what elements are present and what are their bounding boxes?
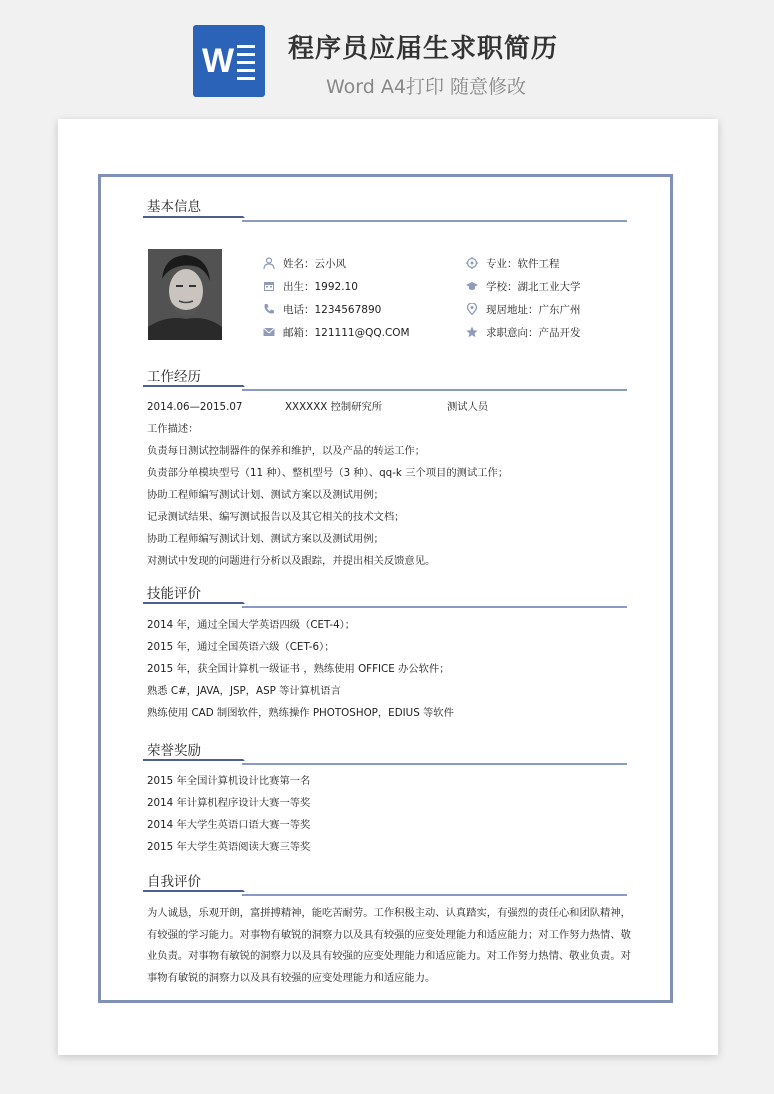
skill-item: 熟练使用 CAD 制图软件，熟练操作 PHOTOSHOP，EDIUS 等软件 — [147, 707, 454, 719]
skill-item: 2014 年，通过全国大学英语四级（CET-4）； — [147, 619, 356, 631]
section-title-basic: 基本信息 — [147, 199, 201, 215]
info-major: 专业：软件工程 — [466, 256, 560, 272]
word-icon — [193, 25, 265, 97]
self-eval-line: 事物有敏锐的洞察力以及具有较强的应变处理能力和适应能力。 — [147, 971, 436, 984]
banner-title: 程序员应届生求职简历 — [288, 34, 559, 64]
skill-item: 熟悉 C#，JAVA，JSP，ASP 等计算机语言 — [147, 685, 341, 697]
work-period: 2014.06—2015.07 — [147, 401, 243, 413]
work-line: 记录测试结果、编写测试报告以及其它相关的技术文档； — [147, 511, 405, 523]
section-divider — [143, 759, 627, 769]
info-name: 姓名：云小风 — [263, 256, 346, 272]
work-company: XXXXXX 控制研究所 — [285, 401, 383, 413]
target-icon — [466, 257, 478, 269]
section-divider — [143, 602, 627, 612]
info-school: 学校：湖北工业大学 — [466, 279, 581, 295]
skill-item: 2015 年，通过全国英语六级（CET-6）； — [147, 641, 335, 653]
section-divider — [143, 216, 627, 226]
section-title-work: 工作经历 — [147, 369, 201, 385]
location-pin-icon — [466, 303, 478, 315]
info-birth: 出生：1992.10 — [263, 279, 358, 295]
work-role: 测试人员 — [447, 401, 489, 413]
honor-item: 2014 年计算机程序设计大赛一等奖 — [147, 797, 311, 809]
work-line: 协助工程师编写测试计划、测试方案以及测试用例； — [147, 533, 384, 545]
resume-frame — [98, 174, 673, 1003]
work-line: 协助工程师编写测试计划、测试方案以及测试用例； — [147, 489, 384, 501]
honor-item: 2014 年大学生英语口语大赛一等奖 — [147, 819, 311, 831]
graduation-cap-icon — [466, 280, 478, 292]
work-line: 工作描述： — [147, 423, 199, 435]
work-line: 负责部分单模块型号（11 种）、整机型号（3 种）、qq-k 三个项目的测试工作； — [147, 467, 509, 479]
mail-icon — [263, 326, 275, 338]
phone-icon — [263, 303, 275, 315]
person-icon — [263, 257, 275, 269]
info-address: 现居地址：广东广州 — [466, 302, 581, 318]
profile-photo — [148, 249, 222, 340]
info-intent: 求职意向：产品开发 — [466, 325, 581, 341]
star-icon — [466, 326, 478, 338]
section-title-honors: 荣誉奖励 — [147, 743, 201, 759]
self-eval-line: 业负责。对事物有敏锐的洞察力以及具有较强的应变处理能力和适应能力。对工作努力热情、敬业负责。对 — [147, 950, 631, 962]
skill-item: 2015 年，获全国计算机一级证书 ，熟练使用 OFFICE 办公软件； — [147, 663, 450, 675]
self-evaluation — [147, 903, 637, 989]
info-phone: 电话：1234567890 — [263, 302, 381, 318]
self-eval-line: 为人诚恳，乐观开朗，富拼搏精神，能吃苦耐劳。工作积极主动、认真踏实，有强烈的责任心和团队精神， — [147, 907, 631, 919]
resume-page — [58, 119, 718, 1055]
word-icon-letter: W — [201, 42, 235, 80]
honor-item: 2015 年全国计算机设计比赛第一名 — [147, 775, 311, 787]
banner — [0, 0, 774, 118]
section-divider — [143, 890, 627, 900]
banner-subtitle: Word A4打印 随意修改 — [326, 76, 527, 98]
section-divider — [143, 385, 627, 395]
section-title-self: 自我评价 — [147, 874, 201, 890]
calendar-icon — [263, 280, 275, 292]
info-email: 邮箱：121111@QQ.COM — [263, 325, 410, 341]
section-title-skills: 技能评价 — [147, 586, 201, 602]
self-eval-line: 有较强的学习能力。对事物有敏锐的洞察力以及具有较强的应变处理能力和适应能力；对工作努力热情、敬 — [147, 928, 631, 941]
work-line: 负责每日测试控制器件的保养和维护，以及产品的转运工作； — [147, 445, 426, 457]
work-line: 对测试中发现的问题进行分析以及跟踪，并提出相关反馈意见。 — [147, 555, 436, 567]
honor-item: 2015 年大学生英语阅读大赛三等奖 — [147, 841, 311, 853]
